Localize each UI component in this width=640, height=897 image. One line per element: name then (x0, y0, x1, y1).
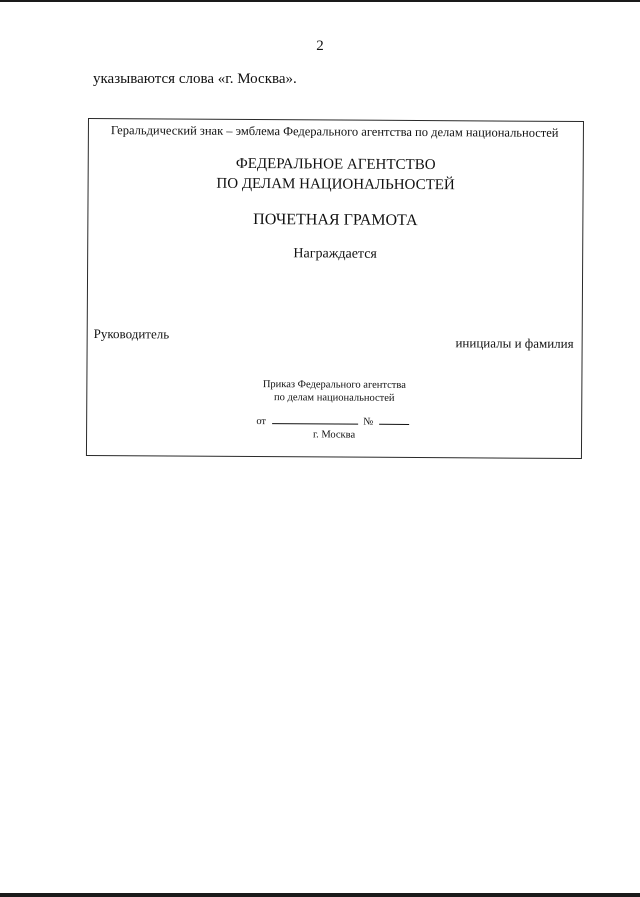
award-title: ПОЧЕТНАЯ ГРАМОТА (253, 211, 418, 230)
scan-edge-top (0, 0, 640, 2)
scan-edge-bottom (0, 893, 640, 897)
certificate-form-frame (86, 118, 584, 459)
agency-name-line-2: ПО ДЕЛАМ НАЦИОНАЛЬНОСТЕЙ (216, 175, 455, 194)
number-sign: № (363, 416, 374, 428)
agency-name-line-1: ФЕДЕРАЛЬНОЕ АГЕНТСТВО (235, 155, 436, 174)
order-line-1: Приказ Федерального агентства (262, 379, 406, 391)
intro-text: указываются слова «г. Москва». (93, 71, 297, 87)
city-label: г. Москва (312, 429, 356, 441)
head-label: Руководитель (93, 326, 170, 342)
number-blank-line (379, 423, 409, 425)
emblem-caption: Геральдический знак – эмблема Федерального агентства по делам национальностей (110, 123, 559, 140)
date-blank-line (272, 422, 358, 425)
order-date-row (87, 415, 581, 429)
initials-label: инициалы и фамилия (455, 335, 574, 351)
awarded-label: Награждается (293, 246, 377, 262)
order-line-2: по делам национальностей (274, 392, 395, 404)
date-prefix: от (256, 416, 267, 428)
page-number: 2 (316, 38, 324, 54)
